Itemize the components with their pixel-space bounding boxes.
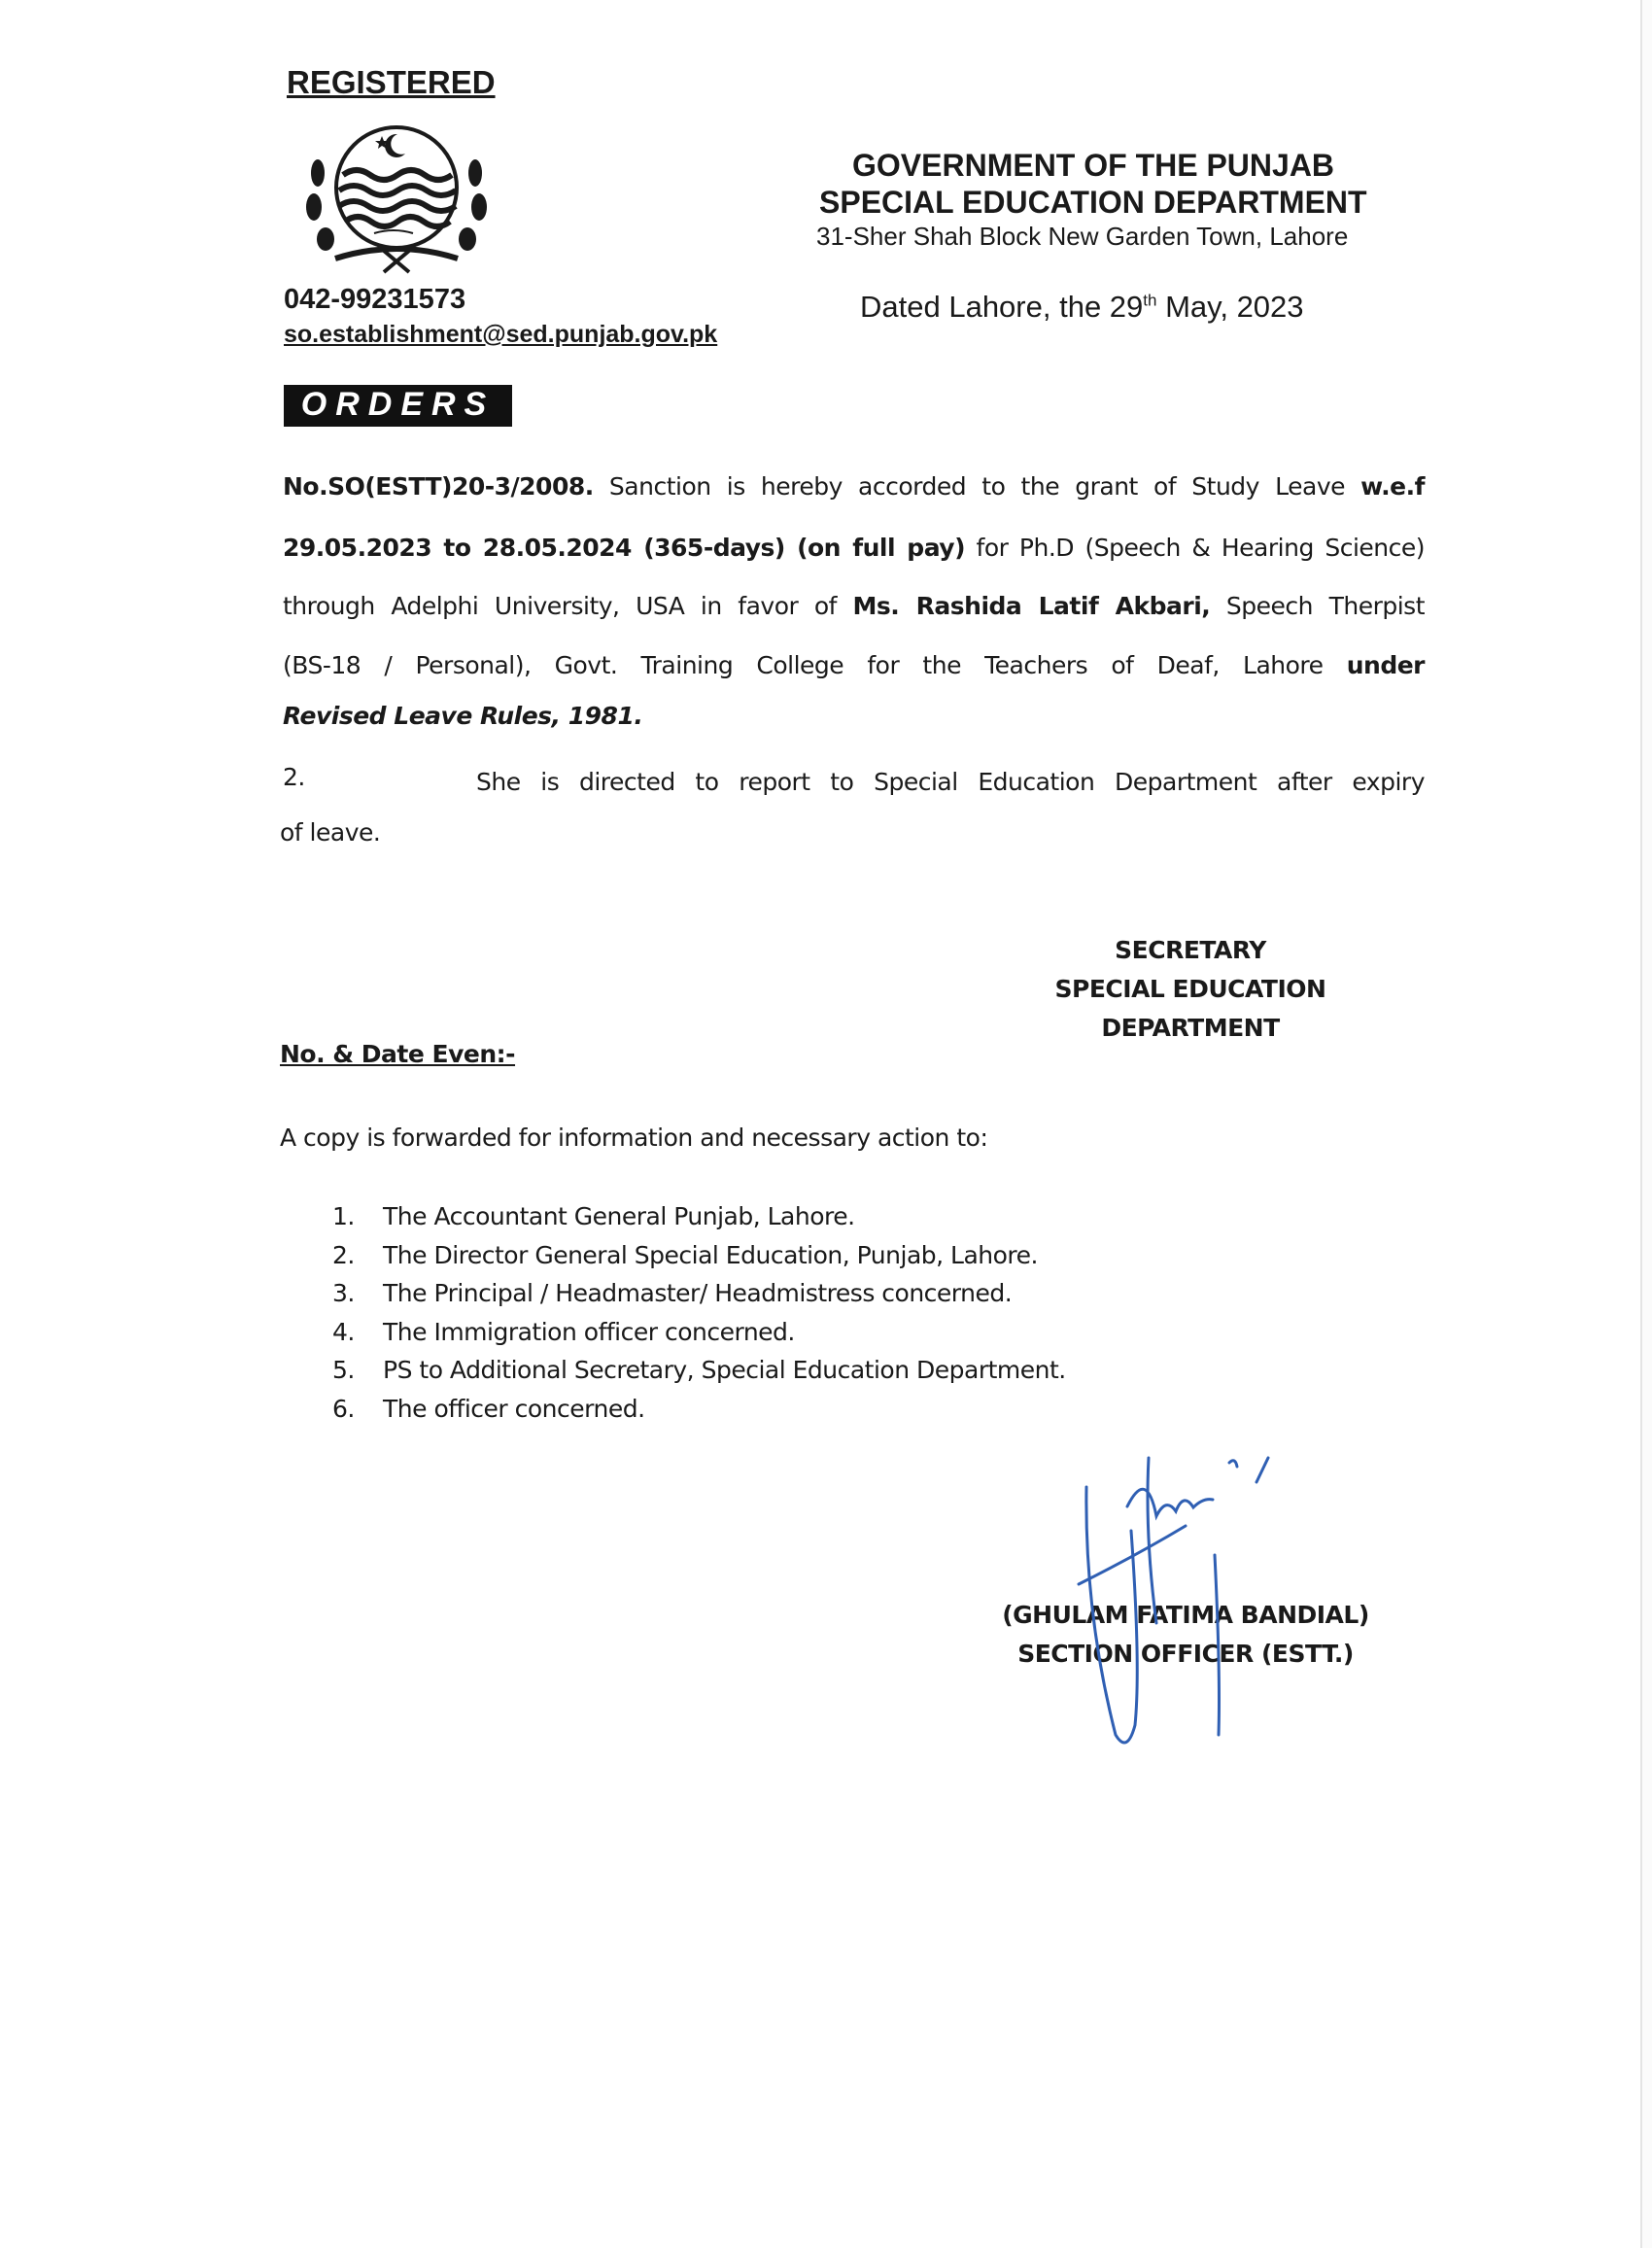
secretary-department-2: DEPARTMENT [1101,1014,1280,1042]
order-text: through Adelphi University, USA in favor of [283,592,853,620]
order-text: Sanction is hereby accorded to the grant of Study Leave [593,472,1361,501]
list-item [332,1236,1066,1275]
list-item [332,1390,1066,1429]
order-text-bold: w.e.f [1360,472,1425,501]
signatory-name: (GHULAM FATIMA BANDIAL) [1002,1601,1369,1629]
punjab-emblem-logo [296,115,497,276]
government-title: GOVERNMENT OF THE PUNJAB [852,148,1335,183]
department-address: 31-Sher Shah Block New Garden Town, Lahore [816,222,1349,251]
list-item [332,1197,1066,1236]
signature-image [1069,1438,1302,1759]
department-title: SPECIAL EDUCATION DEPARTMENT [819,185,1367,220]
order-text: Speech Therpist [1210,592,1425,620]
list-item [332,1313,1066,1352]
phone-number: 042-99231573 [284,284,466,315]
list-item [332,1351,1066,1390]
order-number: No.SO(ESTT)20-3/2008. [283,472,594,501]
registered-label: REGISTERED [287,64,496,100]
list-number: 6. [332,1394,355,1423]
dated-line [860,290,1304,325]
list-text: The Accountant General Punjab, Lahore. [383,1202,855,1230]
list-text: The Director General Special Education, Punjab, Lahore. [383,1240,1038,1269]
list-number: 1. [332,1202,355,1230]
secretary-department: SPECIAL EDUCATION [1054,975,1326,1003]
copy-heading: No. & Date Even:- [280,1040,516,1068]
leave-period: 29.05.2023 to 28.05.2024 (365-days) (on full pay) [283,534,966,562]
dated-suffix: May, 2023 [1156,290,1304,324]
leave-rules: Revised Leave Rules, 1981. [283,702,643,730]
list-text: The Principal / Headmaster/ Headmistress concerned. [383,1279,1013,1307]
list-text: The Immigration officer concerned. [383,1317,795,1346]
secretary-title: SECRETARY [1115,936,1266,964]
dated-prefix: Dated Lahore, the 29 [860,290,1144,324]
email-link[interactable]: so.establishment@sed.punjab.gov.pk [284,321,718,348]
list-item [332,1274,1066,1313]
copy-list [332,1197,1066,1428]
order-text: (BS-18 / Personal), Govt. Training College for the Teachers of Deaf, Lahore [283,651,1347,679]
para2-number: 2. [283,763,305,791]
order-line-1 [283,472,1425,501]
list-text: PS to Additional Secretary, Special Education Department. [383,1356,1066,1384]
copy-intro: A copy is forwarded for information and necessary action to: [280,1124,988,1152]
order-line-2 [283,534,1425,562]
order-text-bold: under [1346,651,1425,679]
list-text: The officer concerned. [383,1394,645,1423]
dated-sup: th [1143,291,1157,310]
order-line-4 [283,651,1425,679]
employee-name: Ms. Rashida Latif Akbari, [852,592,1211,620]
signatory-title: SECTION OFFICER (ESTT.) [1017,1640,1354,1668]
order-line-3 [283,592,1425,620]
list-number: 4. [332,1317,355,1346]
list-number: 3. [332,1279,355,1307]
para2-text: She is directed to report to Special Education Department after expiry [476,768,1425,796]
secretary-block [996,931,1385,1048]
list-number: 2. [332,1240,355,1269]
list-number: 5. [332,1356,355,1384]
para2-continued: of leave. [280,818,381,847]
order-text: for Ph.D (Speech & Hearing Science) [965,534,1425,562]
orders-label: ORDERS [284,385,512,427]
